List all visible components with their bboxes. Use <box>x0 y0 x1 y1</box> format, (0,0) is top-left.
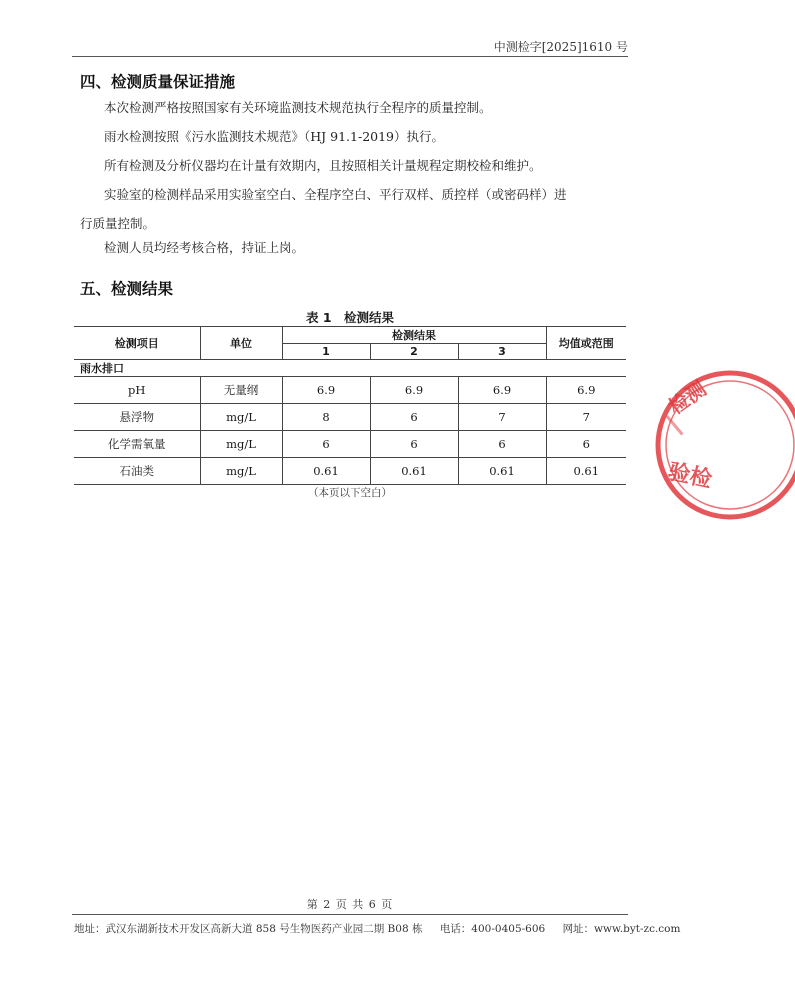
cell-value-3: 6 <box>458 431 546 458</box>
cell-value-3: 0.61 <box>458 458 546 485</box>
paragraph-line: 实验室的检测样品采用实验室空白、全程序空白、平行双样、质控样（或密码样）进 <box>104 187 567 202</box>
header-col-2: 2 <box>370 344 458 360</box>
section-4-heading: 四、检测质量保证措施 <box>80 73 236 91</box>
table-row <box>74 431 626 458</box>
paragraph-line: 行质量控制。 <box>80 216 156 231</box>
cell-mean: 6.9 <box>546 377 626 404</box>
header-rule <box>72 56 628 57</box>
cell-value-1: 6 <box>282 431 370 458</box>
cell-value-2: 6 <box>370 404 458 431</box>
table-row <box>74 404 626 431</box>
svg-text:检测: 检测 <box>664 376 711 420</box>
blank-note: （本页以下空白） <box>308 487 392 499</box>
results-table <box>74 326 626 485</box>
cell-unit: mg/L <box>200 458 282 485</box>
footer-rule <box>72 914 628 915</box>
cell-value-2: 6 <box>370 431 458 458</box>
quality-paragraph-4 <box>80 180 628 238</box>
cell-value-1: 0.61 <box>282 458 370 485</box>
table-row <box>74 458 626 485</box>
header-unit: 单位 <box>200 327 282 360</box>
header-col-1: 1 <box>282 344 370 360</box>
cell-unit: 无量纲 <box>200 377 282 404</box>
paragraph-line: 本次检测严格按照国家有关环境监测技术规范执行全程序的质量控制。 <box>104 100 492 115</box>
quality-paragraph-3 <box>80 151 628 180</box>
cell-unit: mg/L <box>200 404 282 431</box>
cell-mean: 6 <box>546 431 626 458</box>
cell-value-1: 8 <box>282 404 370 431</box>
cell-value-1: 6.9 <box>282 377 370 404</box>
cell-value-2: 0.61 <box>370 458 458 485</box>
cell-value-3: 7 <box>458 404 546 431</box>
cell-mean: 0.61 <box>546 458 626 485</box>
footer <box>74 921 681 936</box>
svg-text:验检: 验检 <box>665 459 715 494</box>
quality-paragraph-5 <box>80 233 628 262</box>
header-item: 检测项目 <box>74 327 200 360</box>
table-caption: 表 1 检测结果 <box>305 310 395 325</box>
table-row <box>74 377 626 404</box>
group-label: 雨水排口 <box>74 360 626 377</box>
paragraph-line: 检测人员均经考核合格，持证上岗。 <box>104 240 305 255</box>
cell-value-3: 6.9 <box>458 377 546 404</box>
table-header-row <box>74 327 626 344</box>
paragraph-line: 雨水检测按照《污水监测技术规范》（HJ 91.1-2019）执行。 <box>104 129 445 144</box>
cell-item: pH <box>74 377 200 404</box>
footer-phone: 电话：400-0405-606 <box>439 923 546 935</box>
header-result: 检测结果 <box>282 327 546 344</box>
quality-paragraph-2 <box>80 122 628 151</box>
page-number: 第 2 页 共 6 页 <box>306 898 394 911</box>
footer-website: 网址：www.byt-zc.com <box>562 923 681 935</box>
cell-item: 石油类 <box>74 458 200 485</box>
footer-address: 地址：武汉东湖新技术开发区高新大道 858 号生物医药产业园二期 B08 栋 <box>74 923 423 935</box>
cell-mean: 7 <box>546 404 626 431</box>
section-5-heading: 五、检测结果 <box>80 280 174 298</box>
cell-item: 悬浮物 <box>74 404 200 431</box>
quality-paragraph-1 <box>80 93 628 122</box>
seal-stamp-icon <box>655 360 795 530</box>
header-col-3: 3 <box>458 344 546 360</box>
cell-value-2: 6.9 <box>370 377 458 404</box>
cell-unit: mg/L <box>200 431 282 458</box>
cell-item: 化学需氧量 <box>74 431 200 458</box>
report-number: 中测检字[2025]1610 号 <box>493 40 628 54</box>
paragraph-line: 所有检测及分析仪器均在计量有效期内，且按照相关计量规程定期校检和维护。 <box>104 158 542 173</box>
header-mean: 均值或范围 <box>546 327 626 360</box>
table-group-row <box>74 360 626 377</box>
